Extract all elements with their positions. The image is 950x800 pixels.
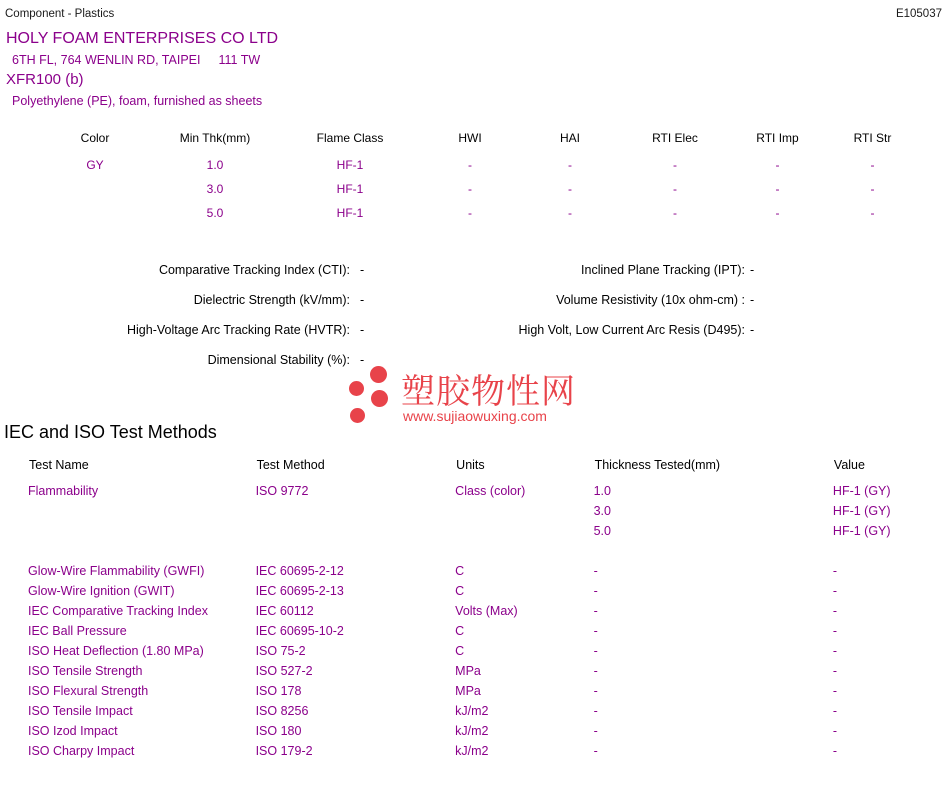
cell-test-name: Glow-Wire Flammability (GWFI) <box>28 564 205 578</box>
d495-label: High Volt, Low Current Arc Resis (D495): <box>518 323 745 337</box>
column-header-units: Units <box>456 458 485 472</box>
watermark-text: 塑胶物性网 <box>401 372 576 412</box>
cell-min-thk: 1.0 <box>206 158 224 172</box>
cell-test-name: IEC Ball Pressure <box>28 624 127 638</box>
cti-value: - <box>360 263 365 277</box>
cell-test-method <box>256 521 456 541</box>
electrical-row <box>0 353 950 383</box>
cell-thickness: - <box>593 684 598 698</box>
cell-thickness: - <box>593 704 598 718</box>
electrical-row <box>0 263 950 293</box>
cell-thickness: - <box>593 644 598 658</box>
table-row <box>28 521 928 541</box>
cell-flame-class: HF-1 <box>336 158 364 172</box>
cell-thickness: 3.0 <box>593 504 611 518</box>
iec-header-row <box>28 457 928 481</box>
cell-test-method: ISO 179-2 <box>255 744 313 758</box>
cell-value: - <box>832 704 838 718</box>
cell-thickness: - <box>593 584 598 598</box>
company-name: HOLY FOAM ENTERPRISES CO LTD <box>6 30 279 47</box>
cell-value: - <box>832 744 838 758</box>
table-row-spacer <box>28 541 928 561</box>
address-postal: 111 TW <box>218 53 261 67</box>
cell-flame-class: HF-1 <box>336 182 364 196</box>
cell-rti-imp: - <box>775 158 780 172</box>
electrical-properties-block <box>0 263 950 383</box>
table-row <box>28 621 928 641</box>
cell-units <box>455 541 593 561</box>
cell-test-name: ISO Izod Impact <box>28 724 118 738</box>
component-label: Component - Plastics <box>5 8 115 20</box>
cell-hai: - <box>568 206 572 220</box>
cell-hai: - <box>568 182 572 196</box>
cell-min-thk: 5.0 <box>206 206 224 220</box>
cell-units: C <box>455 644 465 658</box>
cell-test-method: ISO 180 <box>255 724 302 738</box>
column-header-test-name: Test Name <box>29 458 89 472</box>
table-row <box>28 701 928 721</box>
cell-flame-class: HF-1 <box>336 206 364 220</box>
cell-test-method: IEC 60695-2-13 <box>255 584 344 598</box>
column-header-test-method: Test Method <box>256 458 325 472</box>
cell-test-name: IEC Comparative Tracking Index <box>28 604 208 618</box>
cell-hwi: - <box>468 182 472 196</box>
cell-value: - <box>832 584 838 598</box>
cell-hai: - <box>568 158 572 172</box>
column-header-rti-str: RTI Str <box>853 131 892 145</box>
cell-rti-elec: - <box>673 182 677 196</box>
table-row <box>28 601 928 621</box>
cell-thickness: - <box>593 624 598 638</box>
dimensional-stability-value: - <box>360 353 365 367</box>
document-header <box>5 8 942 20</box>
cell-value: - <box>832 684 838 698</box>
dimensional-stability-label: Dimensional Stability (%): <box>207 353 350 367</box>
cell-units: Volts (Max) <box>455 604 518 618</box>
table-row <box>28 741 928 761</box>
cell-test-method: ISO 75-2 <box>255 644 306 658</box>
cell-value: - <box>832 644 838 658</box>
ipt-value: - <box>750 263 755 277</box>
cell-thickness: - <box>593 604 598 618</box>
table-row <box>28 481 928 501</box>
cell-color: GY <box>86 158 104 172</box>
file-number: E105037 <box>895 8 942 20</box>
cell-units: C <box>455 584 465 598</box>
cell-test-name <box>28 501 256 521</box>
column-header-flame-class: Flame Class <box>316 131 384 145</box>
table-row <box>28 641 928 661</box>
properties-header-row <box>40 131 920 153</box>
dielectric-strength-label: Dielectric Strength (kV/mm): <box>193 293 350 307</box>
cell-test-method: ISO 178 <box>255 684 302 698</box>
cell-value: HF-1 (GY) <box>832 524 891 538</box>
cell-rti-imp: - <box>775 206 780 220</box>
cell-thickness: 1.0 <box>593 484 611 498</box>
electrical-row <box>0 323 950 353</box>
d495-value: - <box>750 323 755 337</box>
material-name: XFR100 (b) <box>6 71 84 88</box>
cell-units: C <box>455 624 465 638</box>
cell-value: - <box>832 604 838 618</box>
watermark-url: www.sujiaowuxing.com <box>403 408 547 424</box>
cell-test-method <box>256 541 456 561</box>
cell-value: - <box>832 564 838 578</box>
section-title-iec-iso: IEC and ISO Test Methods <box>4 422 217 442</box>
cell-test-method: IEC 60695-10-2 <box>255 624 344 638</box>
cell-rti-imp: - <box>775 182 780 196</box>
cell-thickness: - <box>593 564 598 578</box>
cell-units: kJ/m2 <box>455 724 489 738</box>
electrical-row <box>0 293 950 323</box>
cell-units: MPa <box>455 684 481 698</box>
table-row <box>40 177 920 201</box>
cell-thickness: - <box>593 744 598 758</box>
company-address <box>12 53 260 67</box>
cell-test-name: ISO Charpy Impact <box>28 744 135 758</box>
column-header-color: Color <box>80 131 110 145</box>
cell-units: C <box>455 564 465 578</box>
cell-test-method: ISO 9772 <box>255 484 309 498</box>
column-header-rti-imp: RTI Imp <box>756 131 799 145</box>
cell-test-name: Flammability <box>28 484 99 498</box>
column-header-hai: HAI <box>559 131 580 145</box>
cell-hwi: - <box>468 206 472 220</box>
cell-test-method: ISO 527-2 <box>255 664 313 678</box>
cell-test-name <box>28 541 256 561</box>
iec-iso-test-methods-table <box>28 457 928 761</box>
table-row <box>28 561 928 581</box>
cell-thickness: 5.0 <box>593 524 611 538</box>
cell-units <box>455 501 593 521</box>
cell-test-method: IEC 60112 <box>255 604 314 618</box>
cell-thickness <box>594 541 833 561</box>
cell-value: - <box>832 624 838 638</box>
hvtr-value: - <box>360 323 365 337</box>
column-header-value: Value <box>833 458 865 472</box>
cell-color <box>40 201 150 225</box>
cell-color <box>40 177 150 201</box>
column-header-min-thk: Min Thk(mm) <box>179 131 251 145</box>
properties-table <box>40 131 920 225</box>
column-header-thickness-tested: Thickness Tested(mm) <box>594 458 721 472</box>
cell-hwi: - <box>468 158 472 172</box>
table-row <box>28 721 928 741</box>
cell-test-method: ISO 8256 <box>255 704 309 718</box>
address-street: 6TH FL, 764 WENLIN RD, TAIPEI <box>12 53 201 67</box>
cell-test-name: ISO Heat Deflection (1.80 MPa) <box>28 644 204 658</box>
cell-min-thk: 3.0 <box>206 182 224 196</box>
cell-test-method: IEC 60695-2-12 <box>255 564 344 578</box>
column-header-hwi: HWI <box>458 131 482 145</box>
dielectric-strength-value: - <box>360 293 365 307</box>
cell-value: - <box>832 724 838 738</box>
cell-units: MPa <box>455 664 481 678</box>
table-row <box>28 681 928 701</box>
cell-rti-str: - <box>870 182 875 196</box>
cell-thickness: - <box>593 664 598 678</box>
table-row <box>40 201 920 225</box>
column-header-rti-elec: RTI Elec <box>652 131 698 145</box>
cell-thickness: - <box>593 724 598 738</box>
cell-value: - <box>832 664 838 678</box>
cell-value <box>833 541 928 561</box>
cell-units: kJ/m2 <box>455 744 489 758</box>
cell-test-method <box>256 501 456 521</box>
material-description: Polyethylene (PE), foam, furnished as sheets <box>12 94 263 108</box>
cell-test-name <box>28 521 256 541</box>
cti-label: Comparative Tracking Index (CTI): <box>158 263 350 277</box>
volume-resistivity-label: Volume Resistivity (10x ohm-cm) : <box>556 293 745 307</box>
cell-test-name: ISO Flexural Strength <box>28 684 149 698</box>
cell-units: Class (color) <box>455 484 526 498</box>
cell-test-name: ISO Tensile Strength <box>28 664 143 678</box>
table-row <box>28 661 928 681</box>
cell-test-name: ISO Tensile Impact <box>28 704 133 718</box>
volume-resistivity-value: - <box>750 293 755 307</box>
hvtr-label: High-Voltage Arc Tracking Rate (HVTR): <box>127 323 350 337</box>
cell-rti-elec: - <box>673 158 677 172</box>
cell-units <box>455 521 593 541</box>
cell-rti-elec: - <box>673 206 677 220</box>
table-row <box>40 153 920 177</box>
cell-value: HF-1 (GY) <box>832 484 891 498</box>
ipt-label: Inclined Plane Tracking (IPT): <box>581 263 745 277</box>
cell-rti-str: - <box>870 158 875 172</box>
table-row <box>28 501 928 521</box>
cell-value: HF-1 (GY) <box>832 504 891 518</box>
cell-units: kJ/m2 <box>455 704 489 718</box>
cell-test-name: Glow-Wire Ignition (GWIT) <box>28 584 175 598</box>
cell-rti-str: - <box>870 206 875 220</box>
table-row <box>28 581 928 601</box>
